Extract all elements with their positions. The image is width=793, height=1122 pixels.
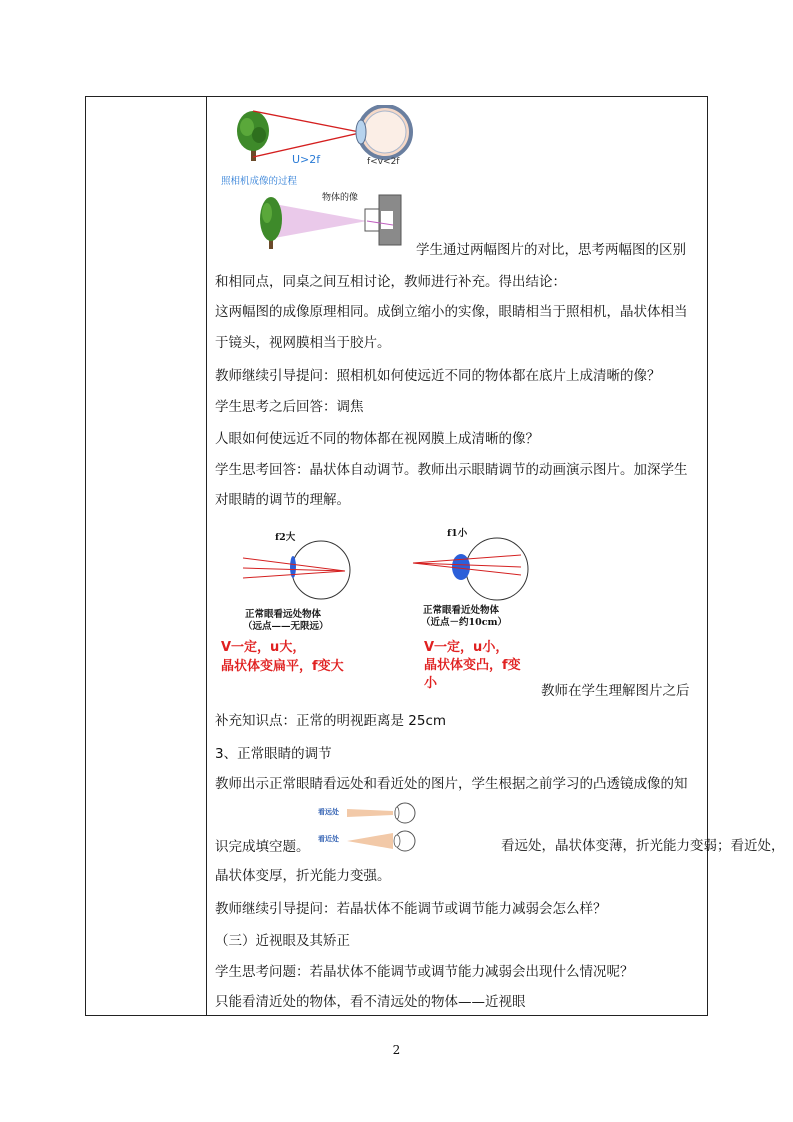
eye-near-note-3: 小 xyxy=(424,676,438,691)
eye-near-caption-1: 正常眼看近处物体 xyxy=(423,605,500,616)
eye-icon xyxy=(356,106,411,158)
tree-icon xyxy=(260,197,282,249)
paragraph-student-answer: 学生思考之后回答：调焦 xyxy=(215,399,364,415)
paragraph-conclusion-1: 这两幅图的成像原理相同。成倒立缩小的实像，眼睛相当于照相机，晶状体相当 xyxy=(215,304,688,320)
paragraph-eye-question: 人眼如何使远近不同的物体都在视网膜上成清晰的像？ xyxy=(215,431,539,447)
f1-label: f1小 xyxy=(447,528,468,539)
eye-far-note-1: V一定，u大， xyxy=(221,640,306,655)
table-left-column xyxy=(86,97,207,1015)
paragraph-lens-answer-1: 学生思考回答：晶状体自动调节。教师出示眼睛调节的动画演示图片。加深学生 xyxy=(215,462,688,478)
camera-box-icon xyxy=(365,195,401,245)
eye-far-figure xyxy=(241,537,361,603)
near-label: 看近处 xyxy=(318,835,339,843)
camera-caption: 照相机成像的过程 xyxy=(221,176,298,187)
paragraph-teacher-show-4: 晶状体变厚，折光能力变强。 xyxy=(215,868,391,884)
section-heading-myopia: （三）近视眼及其矫正 xyxy=(215,933,350,949)
paragraph-myopia-definition: 只能看清近处的物体，看不清远处的物体——近视眼 xyxy=(215,994,526,1010)
paragraph-comparison-1: 学生通过两幅图片的对比，思考两幅图的区别 xyxy=(416,242,686,258)
section-heading-eye-adjust: 3、正常眼睛的调节 xyxy=(215,746,332,762)
lesson-table xyxy=(85,96,785,1016)
eye-far-note-2: 晶状体变扁平，f变大 xyxy=(221,659,344,674)
tree-icon xyxy=(237,111,269,161)
far-near-figure xyxy=(347,797,417,859)
paragraph-student-think: 学生思考问题：若晶状体不能调节或调节能力减弱会出现什么情况呢？ xyxy=(215,964,634,980)
paragraph-comparison-2: 和相同点，同桌之间互相讨论，教师进行补充。得出结论： xyxy=(215,274,566,290)
paragraph-conclusion-2: 于镜头，视网膜相当于胶片。 xyxy=(215,335,391,351)
paragraph-teacher-question: 教师继续引导提问：照相机如何使远近不同的物体都在底片上成清晰的像？ xyxy=(215,368,661,384)
paragraph-teacher-show-2: 识完成填空题。 xyxy=(215,839,310,855)
paragraph-teacher-after: 教师在学生理解图片之后 xyxy=(541,683,690,699)
paragraph-lens-answer-2: 对眼睛的调节的理解。 xyxy=(215,492,350,508)
paragraph-supplement: 补充知识点：正常的明视距离是 25cm xyxy=(215,713,447,729)
f2-label: f2大 xyxy=(275,532,296,543)
eye-near-caption-2: （近点－约10cm） xyxy=(421,617,508,628)
eye-near-note-1: V一定，u小， xyxy=(424,640,509,655)
eye-near-figure xyxy=(411,533,535,603)
v-label: f<v<2f xyxy=(367,157,400,167)
eye-far-caption-2: （远点——无限远） xyxy=(243,621,329,632)
page-number: 2 xyxy=(392,1043,401,1057)
far-label: 看远处 xyxy=(318,808,339,816)
eye-near-note-2: 晶状体变凸，f变 xyxy=(424,658,521,673)
eye-far-caption-1: 正常眼看远处物体 xyxy=(245,609,322,620)
u-label: U>2f xyxy=(292,153,321,166)
paragraph-teacher-show-3: 看远处，晶状体变薄，折光能力变弱；看近处， xyxy=(501,838,785,854)
image-label: 物体的像 xyxy=(322,193,359,203)
paragraph-teacher-show-1: 教师出示正常眼睛看远处和看近处的图片，学生根据之前学习的凸透镜成像的知 xyxy=(215,776,688,792)
table-right-column xyxy=(207,97,785,1015)
paragraph-teacher-continue: 教师继续引导提问：若晶状体不能调节或调节能力减弱会怎么样？ xyxy=(215,901,607,917)
